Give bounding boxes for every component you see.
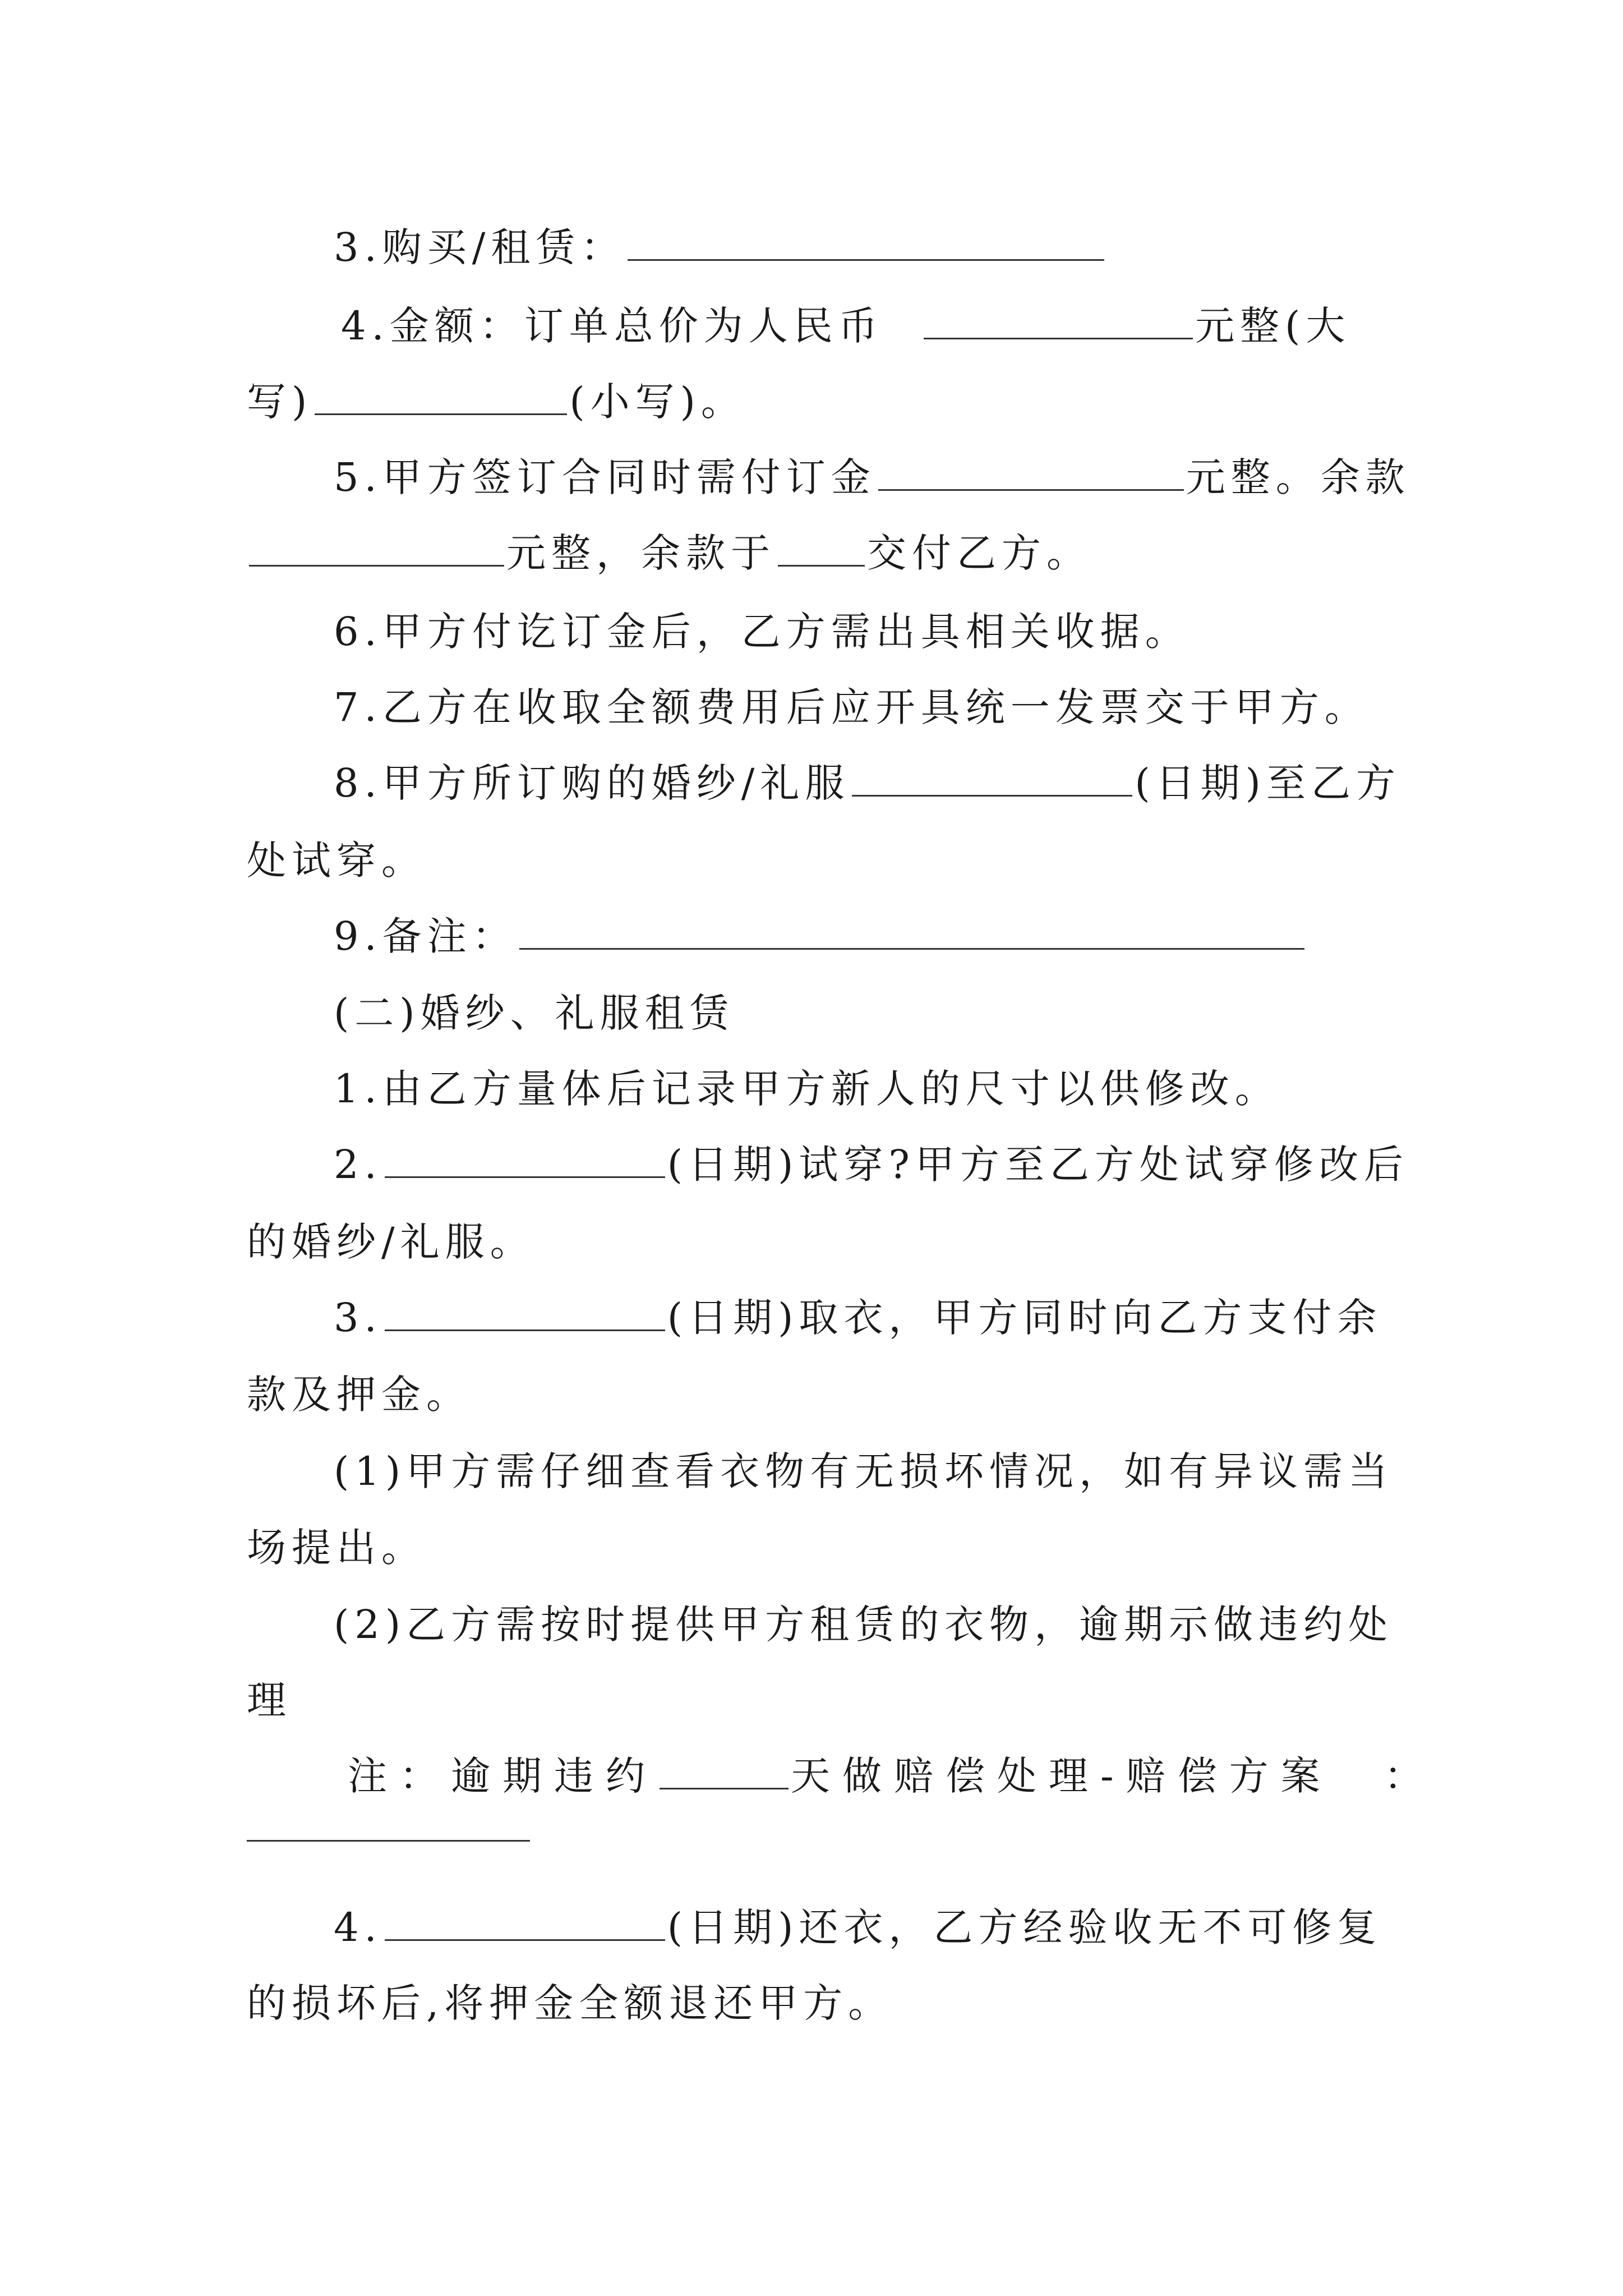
clause-text: (日期)还衣，乙方经验收无不可修复	[667, 1904, 1382, 1950]
blank-field	[628, 228, 1104, 261]
blank-field	[385, 1908, 665, 1941]
clause-text: 3.	[334, 1295, 382, 1341]
blank-field	[778, 533, 865, 567]
clause-text: 9.备注：	[334, 913, 517, 959]
clause-text: 1.由乙方量体后记录甲方新人的尺寸以供修改。	[334, 1066, 1280, 1112]
blank-field	[519, 917, 1304, 950]
clause-text: 处试穿。	[247, 838, 426, 884]
clause-text: 元整(大	[1195, 303, 1351, 349]
rental-item-3	[334, 1286, 1382, 1343]
clause-text: 5.甲方签订合同时需付订金	[334, 454, 876, 500]
clause-text: 元整，余款于	[506, 530, 776, 576]
clause-text: 的婚纱/礼服。	[247, 1219, 535, 1265]
clause-text: 3.购买/租赁：	[334, 224, 626, 270]
rental-sub-1	[334, 1440, 1393, 1497]
clause-text: 天做赔偿处理-赔偿方案 ：	[791, 1753, 1436, 1799]
rental-note	[348, 1745, 1436, 1801]
blank-field	[385, 1298, 665, 1331]
section-heading-rental	[334, 982, 735, 1038]
clause-text: 4.金额：订单总价为人民币	[341, 303, 883, 349]
blank-field	[660, 1756, 789, 1789]
rental-item-3-cont	[247, 1363, 471, 1420]
clause-text: (小写)。	[569, 379, 746, 425]
clause-text: (1)甲方需仔细查看衣物有无损坏情况，如有异议需当	[334, 1448, 1394, 1494]
section-title: (二)婚纱、礼服租赁	[334, 990, 735, 1036]
clause-text: (日期)至乙方	[1135, 760, 1401, 806]
clause-text: 元整。余款	[1186, 454, 1410, 500]
clause-text: (2)乙方需按时提供甲方租赁的衣物，逾期示做违约处	[334, 1602, 1394, 1648]
rental-item-4	[334, 1896, 1382, 1953]
rental-item-1	[334, 1057, 1280, 1114]
clause-text: 交付乙方。	[867, 530, 1091, 576]
blank-field	[385, 1145, 665, 1178]
clause-purchase-rent	[334, 216, 1106, 273]
clause-text: 2.	[334, 1142, 382, 1188]
clause-fitting-date	[334, 752, 1401, 808]
clause-text: 的损坏后,将押金全额退还甲方。	[247, 1980, 893, 2026]
clause-text: 款及押金。	[247, 1372, 471, 1418]
clause-text: 写)	[247, 379, 313, 425]
blank-field	[852, 763, 1132, 797]
clause-remarks	[334, 905, 1307, 961]
clause-text: (日期)取衣，甲方同时向乙方支付余	[667, 1295, 1382, 1341]
clause-invoice	[334, 676, 1370, 733]
rental-sub-1-cont	[247, 1516, 426, 1573]
clause-text: 7.乙方在收取全额费用后应开具统一发票交于甲方。	[334, 684, 1370, 730]
clause-text: (日期)试穿?甲方至乙方处试穿修改后	[667, 1142, 1409, 1188]
clause-deposit-cont	[247, 522, 1091, 578]
blank-field	[315, 382, 567, 415]
note-blank-line	[247, 1840, 530, 1842]
blank-field	[924, 306, 1193, 339]
rental-item-2	[334, 1133, 1409, 1190]
clause-deposit	[334, 446, 1410, 503]
rental-sub-2	[334, 1593, 1393, 1650]
clause-amount-cont	[247, 370, 746, 427]
rental-sub-2-cont	[247, 1669, 292, 1726]
clause-text: 理	[247, 1677, 292, 1723]
clause-text: 8.甲方所订购的婚纱/礼服	[334, 760, 850, 806]
blank-field	[249, 533, 504, 567]
clause-amount	[341, 295, 1350, 351]
clause-receipt	[334, 600, 1190, 657]
clause-text: 6.甲方付讫订金后，乙方需出具相关收据。	[334, 609, 1190, 655]
blank-field	[878, 458, 1184, 491]
rental-item-2-cont	[247, 1211, 535, 1267]
clause-fitting-cont	[247, 829, 426, 886]
clause-text: 注：逾期违约	[348, 1753, 657, 1799]
clause-text: 场提出。	[247, 1525, 426, 1571]
clause-text: 4.	[334, 1904, 382, 1950]
rental-item-4-cont	[247, 1972, 893, 2028]
